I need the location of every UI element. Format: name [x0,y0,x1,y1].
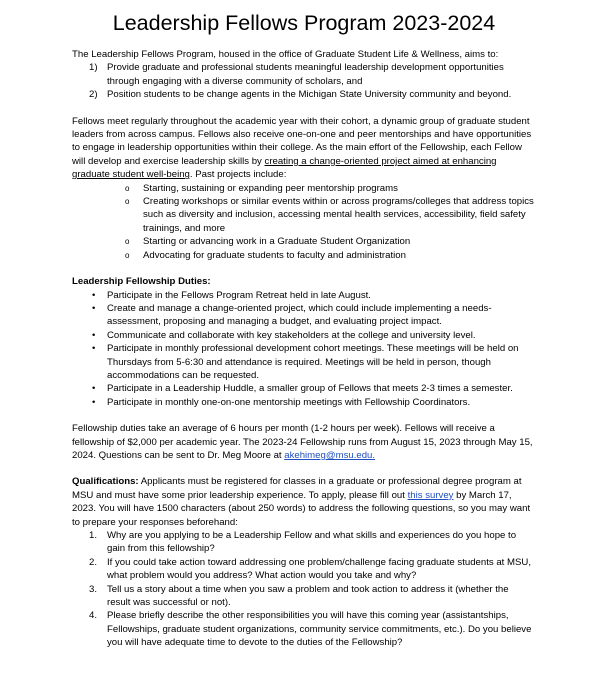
qualifications-paragraph [72,475,534,529]
duties-heading-text: Leadership Fellowship Duties: [72,276,211,288]
time-text: Fellowship duties take an average of 6 hours per month (1-2 hours per week). Fellows will receive a fellowship of $2,000 per academic year. The 2023-24 Fellowship runs from August 15, 2023 through May 15, 2024. Questions can be sent to Dr. Meg Moore at [72,423,533,461]
page-title: Leadership Fellows Program 2023-2024 [112,11,496,35]
list-item-text: Please briefly describe the other responsibilities you will have this coming year (assistantships, Fellowships, graduate student organizations, community service commitments, etc.). Do you believe you will have adequate time to devote to the duties of the Fellowship? [107,610,532,649]
list-item [72,556,534,583]
list-item [72,396,534,409]
aims-list [72,61,534,101]
bullet: • [92,343,96,355]
list-item-text: If you could take action toward addressing one problem/challenge facing graduate students at MSU, what problem would you address? What action would you take and why? [107,556,531,582]
list-item [72,329,534,342]
list-item-text: Participate in the Fellows Program Retreat held in late August. [107,289,371,301]
list-item [72,182,534,195]
list-item [72,249,534,262]
list-item [72,583,534,610]
bullet: • [92,302,96,314]
time-paragraph [72,422,534,462]
list-number: 1) [89,62,98,74]
list-item-text: Why are you applying to be a Leadership Fellow and what skills and experiences do you hope to gain from this fellowship? [107,530,517,555]
list-item-text: Provide graduate and professional students meaningful leadership development opportunities through engaging with a diverse community of scholars, and [107,62,504,87]
list-number: 2. [89,556,98,568]
fellows-text-end: . Past projects include: [189,169,287,181]
list-number: 1. [89,530,98,541]
list-item-text: Starting, sustaining or expanding peer mentorship programs [143,182,398,194]
list-item-text: Participate in monthly one-on-one mentorship meetings with Fellowship Coordinators. [107,396,471,408]
past-projects-list [72,182,534,262]
list-item [72,529,534,556]
qualifications-text: Applicants must be registered for classes in a graduate or professional degree program at MSU and must have some prior leadership experience. To apply, please fill out [72,476,522,501]
list-item [72,88,534,101]
list-item [72,609,534,649]
bullet: • [92,396,96,408]
list-item [72,289,534,302]
survey-link[interactable]: this survey [407,489,454,501]
contact-email-link[interactable]: akehimeg@msu.edu. [284,449,376,461]
list-item-text: Participate in a Leadership Huddle, a smaller group of Fellows that meets 2-3 times a semester. [107,383,513,395]
list-item [72,302,534,329]
list-item-text: Create and manage a change-oriented project, which could include implementing a needs-assessment, proposing and managing a budget, and evaluating project impact. [107,302,492,328]
intro-text: The Leadership Fellows Program, housed in the office of Graduate Student Life & Wellness, aims to: [72,49,499,60]
list-item [72,235,534,248]
list-item-text: Communicate and collaborate with key stakeholders at the college and university level. [107,329,476,341]
list-marker: o [125,197,130,207]
duties-list [72,289,534,410]
list-item-text: Creating workshops or similar events within or across programs/colleges that address topics such as diversity and inclusion, accessing mental health services, accessibility, field safety trainings, and more [143,196,534,234]
qualifications-label: Qualifications: [72,476,139,488]
qualifications-text-end: by March 17, 2023. You will have 1500 characters (about 250 words) to address the following questions, so you may want to prepare your responses beforehand: [72,489,531,528]
list-item-text: Tell us a story about a time when you saw a problem and took action to address it (whether the result was successful or not). [107,583,509,609]
bullet: • [92,383,96,395]
duties-heading [72,275,534,288]
list-item [72,342,534,382]
bullet: • [92,329,96,341]
list-item [72,195,534,235]
bullet: • [92,289,96,301]
document-page [72,10,534,650]
list-item-text: Participate in monthly professional development cohort meetings. These meetings will be held on Thursdays from 5-6:30 and attendance is required. Meetings will be held in person, though accommodations can be requested. [107,343,519,381]
list-number: 4. [89,610,98,622]
list-marker: o [125,237,130,247]
list-item [72,61,534,88]
list-number: 2) [89,89,98,101]
questions-list [72,529,534,650]
list-marker: o [125,183,130,193]
list-number: 3. [89,583,98,595]
project-emphasis: creating a change-oriented project aimed at enhancing graduate student well-being [72,155,497,181]
list-item-text: Advocating for graduate students to faculty and administration [143,249,406,261]
fellows-paragraph [72,115,534,182]
list-marker: o [125,250,130,260]
list-item-text: Position students to be change agents in the Michigan State University community and beyond. [107,89,512,101]
fellows-text: Fellows meet regularly throughout the academic year with their cohort, a dynamic group of graduate student leaders from across campus. Fellows also receive one-on-one and peer mentorships and have opportunities to engage in leadership opportunities within their college. As the main effort of the Fellowship, each Fellow will develop and exercise leadership skills by [72,115,532,167]
list-item-text: Starting or advancing work in a Graduate Student Organization [143,236,411,248]
list-item [72,382,534,395]
